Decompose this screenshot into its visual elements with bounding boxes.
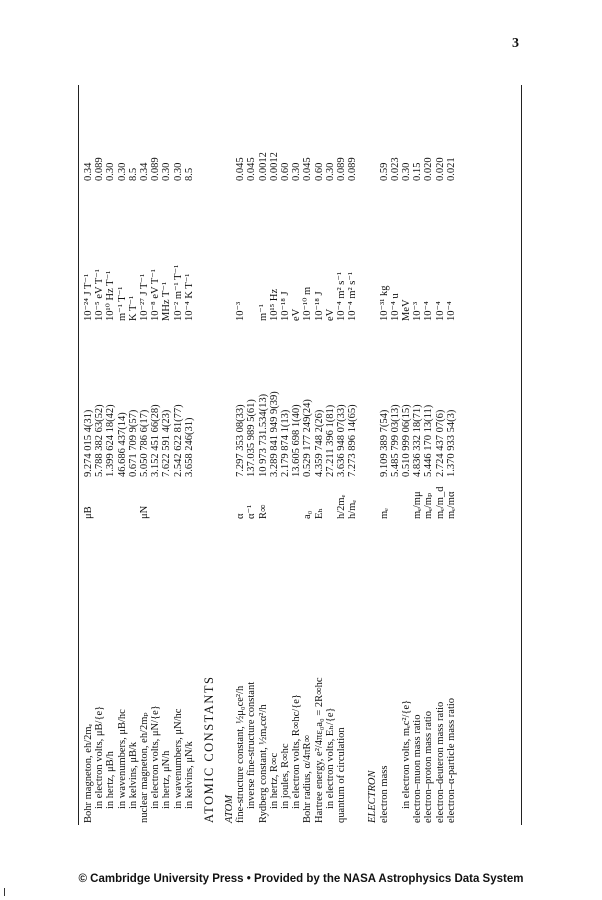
- value-cell: 27.211 396 1(81): [324, 404, 336, 477]
- unit-cell: 10⁻⁴: [423, 301, 435, 321]
- unit-cell: 10⁻³: [235, 301, 247, 321]
- value-cell: 137.035 989 5(61): [246, 399, 258, 477]
- unit-cell: 10⁻²⁴ J T⁻¹: [83, 273, 94, 321]
- uncertainty-cell: 8.5: [183, 167, 195, 181]
- symbol-cell: h/mₑ: [347, 499, 359, 519]
- unit-cell: 10⁻⁴ u: [389, 293, 401, 321]
- table-top-rule: [78, 85, 79, 825]
- value-cell: 4.836 332 18(71): [412, 404, 424, 477]
- unit-cell: 10¹⁰ Hz T⁻¹: [105, 270, 117, 321]
- value-cell: 0.529 177 249(24): [302, 399, 314, 477]
- unit-cell: 10⁻⁴: [434, 301, 446, 321]
- uncertainty-cell: 8.5: [127, 167, 139, 181]
- unit-cell: 10⁻⁴ m² s⁻¹: [347, 271, 359, 321]
- footer-credit: © Cambridge University Press • Provided by the NASA Astrophysics Data System: [78, 873, 524, 885]
- value-cell: 0.510 999 06(15): [401, 404, 412, 477]
- symbol-cell: μB: [83, 506, 94, 519]
- unit-cell: 10⁻² m⁻¹ T⁻¹: [172, 264, 184, 321]
- unit-cell: m⁻¹ T⁻¹: [116, 286, 128, 321]
- uncertainty-cell: 0.30: [105, 162, 117, 181]
- table-row: [258, 85, 269, 825]
- value-cell: 13.605 698 1(40): [291, 404, 303, 477]
- symbol-cell: Eₕ: [313, 508, 325, 519]
- symbol-cell: h/2mₑ: [336, 494, 347, 519]
- table-row: [280, 85, 291, 825]
- value-cell: 3.658 246(31): [183, 417, 195, 477]
- table-row: [379, 85, 390, 825]
- quantity-cell: electron–muon mass ratio: [412, 714, 424, 823]
- uncertainty-cell: 0.30: [172, 162, 184, 181]
- unit-cell: 10⁻⁴ K T⁻¹: [183, 273, 195, 321]
- unit-cell: 10⁻¹⁸ J: [313, 291, 325, 321]
- unit-cell: 10⁻³: [412, 301, 424, 321]
- value-cell: 9.274 015 4(31): [83, 409, 94, 477]
- value-cell: 7.297 353 08(33): [235, 404, 247, 477]
- value-cell: 2.542 622 81(77): [172, 404, 184, 477]
- uncertainty-cell: 0.089: [347, 157, 359, 181]
- uncertainty-cell: 0.60: [280, 162, 291, 181]
- table-row: [423, 85, 434, 825]
- table-row: [412, 85, 423, 825]
- uncertainty-cell: 0.023: [389, 157, 401, 181]
- uncertainty-cell: 0.30: [401, 162, 412, 181]
- symbol-cell: mₑ/m_d: [434, 486, 446, 519]
- symbol-cell: μN: [139, 505, 150, 519]
- uncertainty-cell: 0.045: [302, 157, 314, 181]
- symbol-cell: mₑ/mₚ: [423, 492, 435, 519]
- uncertainty-cell: 0.59: [378, 162, 390, 181]
- table-row: [117, 85, 128, 825]
- unit-cell: 10¹⁵ Hz: [268, 288, 280, 321]
- uncertainty-cell: 0.60: [313, 162, 325, 181]
- table-row: [150, 85, 161, 825]
- uncertainty-cell: 0.30: [116, 162, 128, 181]
- quantity-cell: Bohr magneton, eh/2mₑ: [83, 723, 94, 823]
- table-row: [161, 85, 172, 825]
- quantity-cell: in kelvins, μN/k: [183, 741, 195, 809]
- value-cell: 2.724 437 07(6): [434, 409, 446, 477]
- value-cell: 7.622 591 4(23): [161, 409, 173, 477]
- unit-cell: eV: [291, 308, 303, 321]
- symbol-cell: mₑ: [378, 508, 390, 519]
- quantity-cell: Hartree energy, e²/4πε₀a₀ = 2R∞hc: [313, 677, 325, 823]
- symbol-cell: mₑ/mμ: [412, 491, 424, 519]
- quantity-cell: in wavenumbers, μN/hc: [172, 708, 184, 809]
- table-row: [184, 85, 195, 825]
- uncertainty-cell: 0.15: [412, 162, 424, 181]
- uncertainty-cell: 0.021: [445, 157, 457, 181]
- value-cell: 2.179 874 1(13): [280, 409, 291, 477]
- symbol-cell: α⁻¹: [246, 504, 258, 519]
- value-cell: 46.686 437(14): [116, 412, 128, 477]
- value-cell: 3.636 948 07(33): [336, 404, 347, 477]
- table-row: [235, 85, 246, 825]
- quantity-cell: Bohr radius, α/4πR∞: [302, 735, 314, 823]
- symbol-cell: mₑ/mα: [445, 491, 457, 519]
- table-row: [336, 85, 347, 825]
- unit-cell: 10⁻⁴ m² s⁻¹: [336, 271, 347, 321]
- constants-table: [78, 85, 528, 825]
- table-row: [173, 85, 184, 825]
- unit-cell: 10⁻⁴: [445, 301, 457, 321]
- quantity-cell: in hertz, μB/h: [105, 751, 117, 809]
- table-bottom-rule: [521, 85, 522, 825]
- unit-cell: MHz T⁻¹: [161, 281, 173, 321]
- table-row: [105, 85, 116, 825]
- uncertainty-cell: 0.34: [83, 162, 94, 181]
- table-row: [446, 85, 457, 825]
- uncertainty-cell: 0.34: [139, 162, 150, 181]
- page-number: 3: [512, 36, 519, 51]
- value-cell: 3.152 451 66(28): [150, 404, 162, 477]
- uncertainty-cell: 0.020: [434, 157, 446, 181]
- unit-cell: m⁻¹: [257, 304, 269, 321]
- quantity-cell: in electron volts, R∞hc/{e}: [291, 694, 303, 809]
- table-row: [347, 85, 358, 825]
- uncertainty-cell: 0.30: [161, 162, 173, 181]
- value-cell: 7.273 896 14(65): [347, 404, 359, 477]
- value-cell: 5.788 382 63(52): [94, 404, 106, 477]
- unit-cell: K T⁻¹: [127, 295, 139, 321]
- uncertainty-cell: 0.045: [235, 157, 247, 181]
- uncertainty-cell: 0.0012: [257, 152, 269, 181]
- value-cell: 5.050 786 6(17): [139, 409, 150, 477]
- unit-cell: eV: [324, 308, 336, 321]
- quantity-cell: in joules, R∞hc: [280, 743, 291, 809]
- quantity-cell: in electron volts, μN/{e}: [150, 705, 162, 809]
- uncertainty-cell: 0.020: [423, 157, 435, 181]
- quantity-cell: in electron volts, Eₕ/{e}: [324, 707, 336, 809]
- table-row: [302, 85, 313, 825]
- quantity-cell: in hertz, μN/h: [161, 750, 173, 809]
- quantity-cell: in electron volts, mₑc²/{e}: [401, 699, 412, 809]
- unit-cell: 10⁻²⁷ J T⁻¹: [139, 273, 150, 321]
- unit-cell: 10⁻¹⁸ J: [280, 291, 291, 321]
- unit-cell: 10⁻¹⁰ m: [302, 286, 314, 321]
- value-cell: 9.109 389 7(54): [378, 409, 390, 477]
- table-row: [314, 85, 325, 825]
- uncertainty-cell: 0.30: [324, 162, 336, 181]
- uncertainty-cell: 0.045: [246, 157, 258, 181]
- section-subheading: ELECTRON: [367, 770, 379, 823]
- value-cell: 1.370 933 54(3): [445, 409, 457, 477]
- table-row: [139, 85, 150, 825]
- value-cell: 0.671 709 9(57): [127, 409, 139, 477]
- quantity-cell: electron–α-particle mass ratio: [445, 697, 457, 823]
- value-cell: 3.289 841 949 9(39): [268, 391, 280, 477]
- value-cell: 1.399 624 18(42): [105, 404, 117, 477]
- uncertainty-cell: 0.0012: [268, 152, 280, 181]
- section-subheading: ATOM: [224, 794, 235, 823]
- value-cell: 10 973 731.534(13): [257, 393, 269, 477]
- value-cell: 5.446 170 13(11): [423, 404, 435, 477]
- uncertainty-cell: 0.089: [336, 157, 347, 181]
- quantity-cell: electron–deuteron mass ratio: [434, 701, 446, 823]
- quantity-cell: in kelvins, μB/k: [127, 741, 139, 809]
- unit-cell: 10⁻⁸ eV T⁻¹: [150, 269, 162, 321]
- uncertainty-cell: 0.089: [150, 157, 162, 181]
- table-row: [401, 85, 412, 825]
- uncertainty-cell: 0.30: [291, 162, 303, 181]
- table-row: [83, 85, 94, 825]
- table-row: [390, 85, 401, 825]
- unit-cell: 10⁻³¹ kg: [378, 285, 390, 321]
- table-row: [246, 85, 257, 825]
- quantity-cell: quantum of circulation: [336, 727, 347, 823]
- quantity-cell: electron–proton mass ratio: [423, 711, 435, 823]
- section-heading: ATOMIC CONSTANTS: [202, 675, 216, 823]
- page-edge-mark: [4, 888, 5, 896]
- quantity-cell: in electron volts, μB/{e}: [94, 705, 106, 809]
- quantity-cell: in hertz, R∞c: [268, 752, 280, 809]
- table-row: [291, 85, 302, 825]
- value-cell: 4.359 748 2(26): [313, 409, 325, 477]
- quantity-cell: Rydberg constant, ½mₑcα²/h: [257, 704, 269, 823]
- table-row: [269, 85, 280, 825]
- symbol-cell: R∞: [257, 504, 269, 519]
- table-row: [435, 85, 446, 825]
- table-row: [325, 85, 336, 825]
- quantity-cell: nuclear magneton, eh/2mₚ: [139, 712, 150, 823]
- quantity-cell: electron mass: [378, 765, 390, 823]
- quantity-cell: inverse fine-structure constant: [246, 681, 258, 809]
- quantity-cell: fine-structure constant, ½μ₀ce²/h: [235, 685, 247, 823]
- value-cell: 5.485 799 03(13): [389, 404, 401, 477]
- symbol-cell: a₀: [302, 510, 314, 519]
- table-row: [128, 85, 139, 825]
- uncertainty-cell: 0.089: [94, 157, 106, 181]
- quantity-cell: in wavenumbers, μB/hc: [116, 709, 128, 809]
- symbol-cell: α: [235, 513, 247, 519]
- unit-cell: MeV: [401, 299, 412, 321]
- table-row: [94, 85, 105, 825]
- unit-cell: 10⁻⁵ eV T⁻¹: [94, 269, 106, 321]
